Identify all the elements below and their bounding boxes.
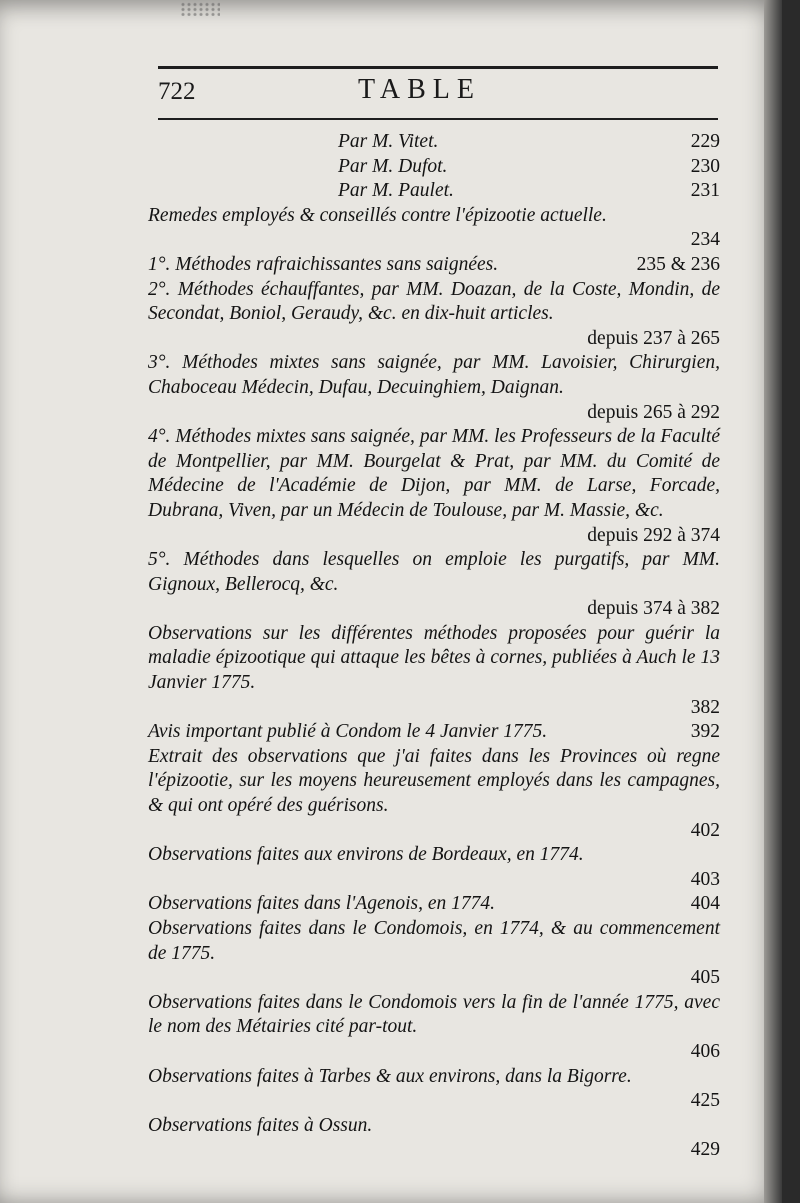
entry-page: 406 [690,1040,720,1062]
entry-text: Observations faites à Tarbes & aux environs, dans la Bigorre. [148,1065,632,1087]
ink-speck [180,2,220,16]
table-of-contents [148,130,720,1163]
entry-page: 429 [690,1139,720,1161]
page-title: TABLE [358,74,481,105]
entry-text: Avis important publié à Condom le 4 Janvier 1775. [148,721,548,743]
toc-entry [148,991,720,1065]
entry-text: 5°. Méthodes dans lesquelles on emploie les purgatifs, par MM. Gignoux, Bellerocq, &c. [148,549,720,595]
entry-text: Observations faites dans le Condomois, en 1774, & au commencement de 1775. [148,918,720,964]
toc-entry [148,155,720,180]
toc-entry [148,425,720,548]
entry-text: Remedes employés & conseillés contre l'épizootie actuelle. [148,204,607,226]
entry-page: 402 [690,819,720,841]
entry-page: 382 [690,696,720,718]
entry-text: Observations faites dans le Condomois vers la fin de l'année 1775, avec le nom des Métairies cité par-tout. [148,991,720,1038]
toc-entry [148,253,720,278]
entry-page: depuis 237 à 265 [587,327,720,349]
toc-entry [148,278,720,352]
entry-page: 403 [690,868,720,890]
toc-entry [148,204,720,253]
entry-page: 230 [690,155,720,177]
toc-entry [148,1114,720,1163]
header-rule-top [158,66,718,69]
page-header [158,72,718,112]
toc-entry [148,622,720,720]
toc-entry [148,1065,720,1114]
toc-entry [148,130,720,155]
toc-entry [148,892,720,917]
entry-text: 4°. Méthodes mixtes sans saignée, par MM. les Professeurs de la Faculté de Montpellier, par MM. Bourgelat & Prat, par MM. du Comité de Médecine de l'Académie de Dijon, par MM. de Larse, Forcade, Dubrana, Viven, par un Médecin de Toulouse, par M. Massie, &c. [148,426,720,521]
toc-entry [148,917,720,991]
entry-page: 405 [690,967,720,989]
toc-entry [148,351,720,425]
entry-page: 425 [690,1090,720,1112]
entry-page: 231 [690,180,720,202]
toc-entry [148,179,720,204]
entry-text: Observations faites aux environs de Bordeaux, en 1774. [148,844,584,866]
entry-page: 229 [690,131,720,152]
entry-text: Extrait des observations que j'ai faites dans les Provinces où regne l'épizootie, sur les moyens heureusement employés dans les campagnes, & qui ont opéré des guérisons. [148,745,720,817]
toc-entry [148,548,720,622]
entry-text: 1°. Méthodes rafraichissantes sans saignées. [148,253,499,275]
entry-page: 392 [690,721,720,743]
page-edge-shadow [764,0,782,1203]
entry-page: depuis 292 à 374 [587,524,720,546]
entry-page: depuis 265 à 292 [587,401,720,423]
entry-text: 2°. Méthodes échauffantes, par MM. Doazan, de la Coste, Mondin, de Secondat, Boniol, Geraudy, &c. en dix-huit articles. [148,278,720,325]
entry-page: 404 [690,893,720,915]
entry-text: Observations faites à Ossun. [148,1114,373,1136]
entry-page: depuis 374 à 382 [587,598,720,620]
page-number: 722 [158,78,196,105]
entry-text: Observations faites dans l'Agenois, en 1774. [148,893,496,915]
entry-text: Observations sur les différentes méthodes proposées pour guérir la maladie épizootique qui attaque les bêtes à cornes, publiées à Auch le 13 Janvier 1775. [148,622,720,694]
entry-text: Par M. Paulet. [338,180,454,202]
entry-text: Par M. Dufot. [338,155,448,177]
entry-page: 234 [690,229,720,251]
toc-entry [148,720,720,745]
header-rule-bottom [158,118,718,120]
toc-entry [148,745,720,843]
entry-text: Par M. Vitet. [338,131,439,152]
entry-text: 3°. Méthodes mixtes sans saignée, par MM. Lavoisier, Chirurgien, Chaboceau Médecin, Dufau, Decuinghiem, Daignan. [148,352,720,398]
entry-page: 235 & 236 [636,253,720,275]
toc-entry [148,843,720,892]
